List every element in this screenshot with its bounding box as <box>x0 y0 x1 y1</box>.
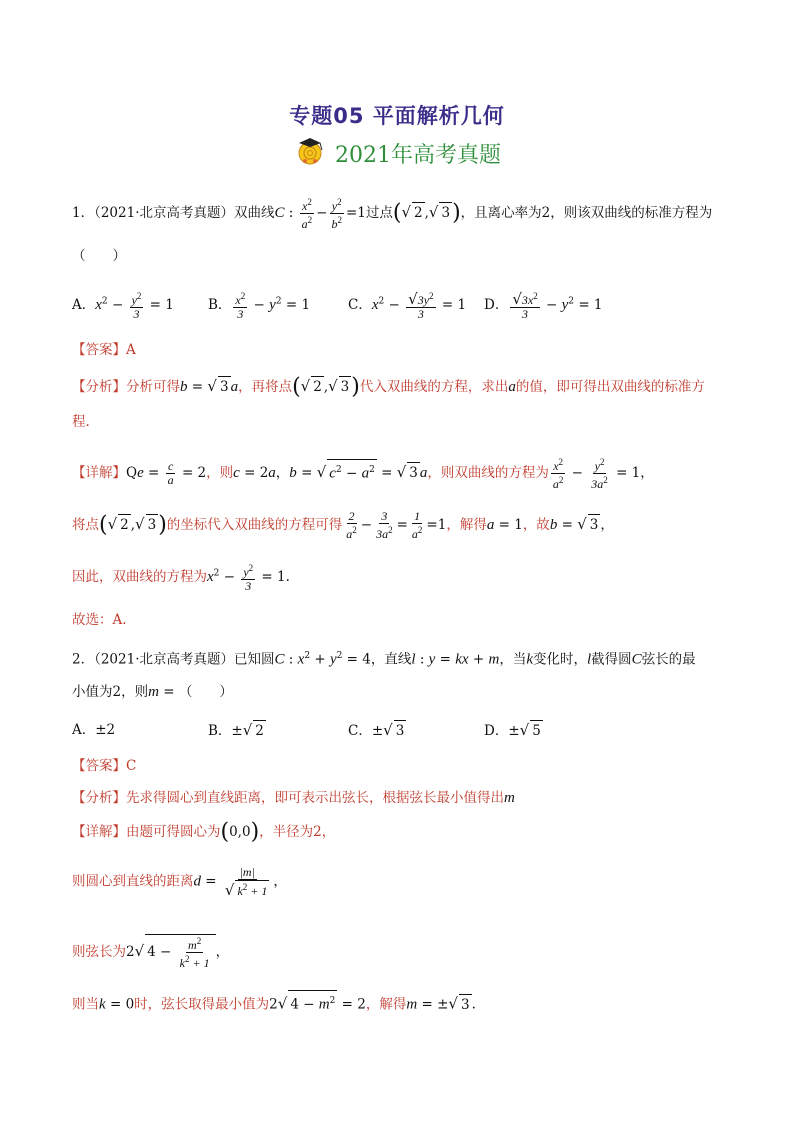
q1-detail-1: 【详解】Qe = $\frac{c}{a}$ = 2，则c = 2a，b = √ $c^2 - a^2$ = √ 3 a，则双曲线的方程为 $\frac{x^2}{a^2}$ − $\frac{y^2}{3a^2}$ = 1， <box>72 457 654 491</box>
q1-answer: 【答案】A <box>72 342 136 358</box>
q1-analysis-cont: 程. <box>72 414 90 430</box>
q2-option-c: C．±√ 3 <box>348 721 405 739</box>
q2-option-a: A．±2 <box>72 722 116 738</box>
subtitle-row <box>0 136 794 170</box>
q2-detail-2: 则圆心到直线的距离d = $\frac{|m|}{√ k^2 + 1}$ ， <box>72 865 287 899</box>
q1-choose: 故选：A. <box>72 612 127 628</box>
q2-stem: 2．（2021·北京高考真题）已知圆C : $x^2 + y^2 = 4$，直线l : y = kx + m，当k变化时，l截得圆C弦长的最 <box>72 651 696 668</box>
q1-option-d: D． $\frac{√3x^2}{3}$ − $y^2 = 1$ <box>484 290 603 321</box>
q1-analysis: 【分析】分析可得b = √ 3 a，再将点(√ 2 ,√ 3)代入双曲线的方程，求出a的值，即可得出双曲线的标准方 <box>72 374 705 400</box>
q2-analysis: 【分析】先求得圆心到直线距离，即可表示出弦长，根据弦长最小值得出m <box>72 790 515 806</box>
q1-option-c: C．$x^2$ − $\frac{√3y^2}{3}$ = 1 <box>348 290 467 321</box>
q1-option-b: B． $\frac{x^2}{3}$ − $y^2 = 1$ <box>208 291 311 321</box>
q2-detail-3: 则弦长为2√ 4 − $\frac{m^2}{k^2 + 1}$ ， <box>72 936 230 970</box>
page-subtitle: 2021年高考真题 <box>335 142 501 168</box>
q2-answer: 【答案】C <box>72 758 137 774</box>
q1-stem: 1．（2021·北京高考真题）双曲线C : $\frac{x^2}{a^2}$ − $\frac{y^2}{b^2}$ =1过点(√ 2 ,√ 3)，且离心率为2，则该双曲线的标准方程为 <box>72 197 713 231</box>
page-title: 专题05 平面解析几何 <box>289 104 505 128</box>
q1-detail-3: 因此，双曲线的方程为$x^2$ − $\frac{y^2}{3}$ = 1. <box>72 563 290 593</box>
q1-detail-2: 将点(√ 2 ,√ 3)的坐标代入双曲线的方程可得 $\frac{2}{a^2}$ − $\frac{3}{3a^2}$ = $\frac{1}{a^2}$ =1，解得a = 1，故b = √ 3 ， <box>72 509 614 541</box>
q2-detail-4: 则当k = 0时，弦长取得最小值为2√ $4 - m^2 = 2$，解得m = ±√ 3 . <box>72 990 476 1015</box>
q1-option-a: A．$x^2$ − $\frac{y^2}{3}$ = 1 <box>72 291 174 321</box>
q2-option-b: B．±√ 2 <box>208 721 264 739</box>
q2-detail-1: 【详解】由题可得圆心为(0,0)，半径为2， <box>72 819 336 845</box>
scholar-mascot-icon <box>293 136 327 170</box>
q1-blank: （ ） <box>72 248 126 264</box>
q2-option-d: D．±√ 5 <box>484 721 541 739</box>
q2-stem-cont: 小值为2，则m = （ ） <box>72 684 233 700</box>
